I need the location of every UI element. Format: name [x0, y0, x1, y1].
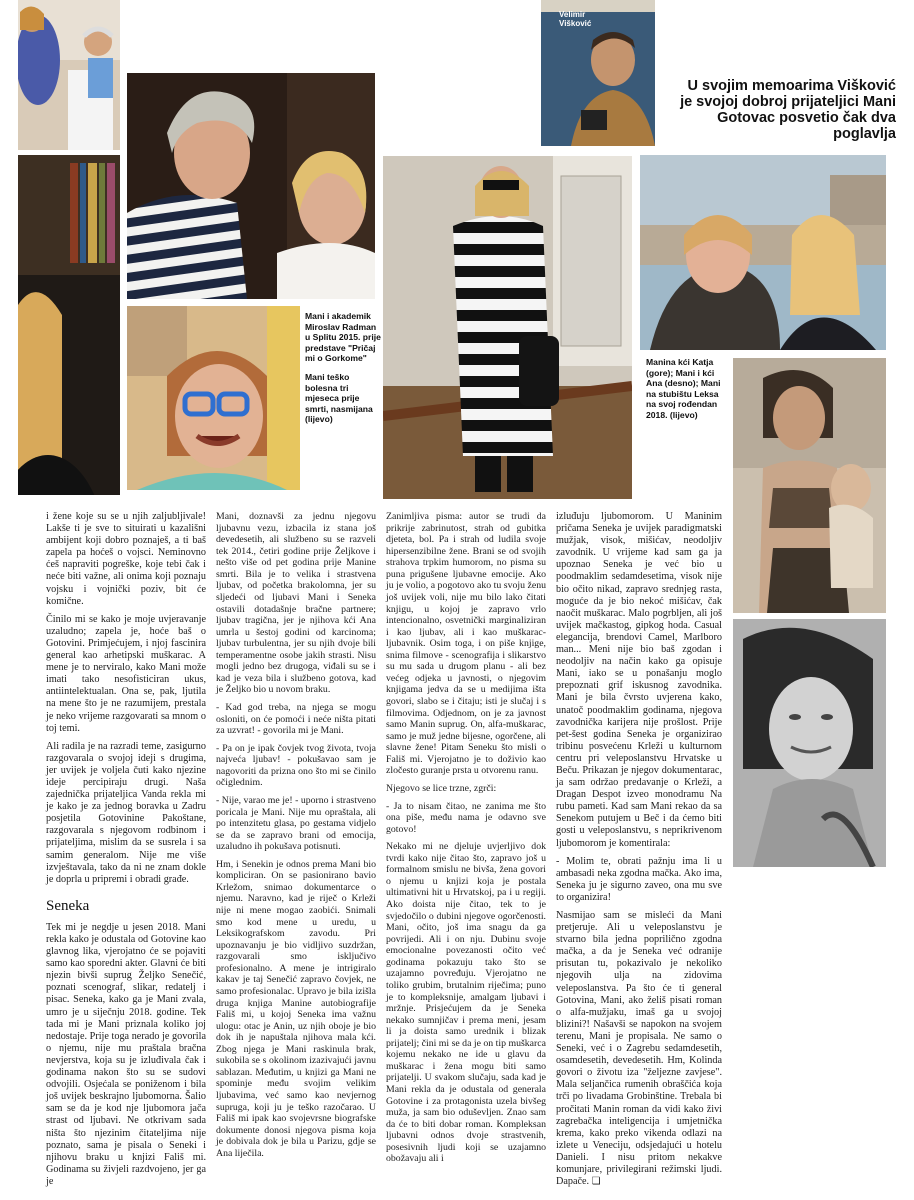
- paragraph: Činilo mi se kako je moje uvjeravanje uzaludno; zapela je, hoće baš o Gotovini. Primjećujem, i njoj fascinira general kao arhetipski muškarac. A mene je to nerviralo, kako Mani može imati tako nesofisticiran ukus, antiintelektualan. Ona se, pak, ljutila na mene što je ne razumijem, prestala je neko vrijeme razgovarati sa mnom o toj temi.: [46, 613, 206, 734]
- paragraph: - Kad god treba, na njega se mogu osloniti, on će pomoći i neće ništa pitati za uzvrat! - govorila mi je Mani.: [216, 702, 376, 737]
- photo-woman-with-baby-sepia: [733, 358, 886, 613]
- paragraph: - Ja to nisam čitao, ne zanima me što ona piše, među nama je odavno sve gotovo!: [386, 800, 546, 835]
- caption-family: [646, 357, 730, 429]
- paragraph: - Nije, varao me je! - uporno i strastveno poricala je Mani. Nije mu opraštala, ali po intenzitetu glasa, po gestama vidjelo se da se zapravo brani od emocija, uzaludno ih pokušava potisnuti.: [216, 794, 376, 853]
- paragraph: Nasmijao sam se mislеći da Mani pretjeruje. Ali u veleposlanstvu je stvarno bila jedna popriličnо zgodna mačka, a da je Seneka već odranije prisutan tu, pokazivalo je nekoliko njegovih ulja na zidovima veleposlanstva. Pa što će ti general Gotovina, Mani, ako želiš pisati roman o alfa-mužjaku, imaš ga u svojoj blizini?! Našavši se napokon na svojem terenu, Mani je propisala. Ne samo o Seneki, već i o Zagrebu sedamdesetih, osamdesetih, devedesetih. Hm, Kolinda govori o životu iza "željezne zavjese". Mala seljančica rumenih obraščića koja trči po livadama Grobinštine. Trebala bi pročitati Manin roman da vidi kako živi zagrebačka inteligencija i umjetnička krema, kako preko vikenda odlazi na izlete u Veneciju, odsjedajući u hotelu Danieli. I nisu pritom nekakve komunjare, privilegirani režimski ljudi. Dapače. ❏: [556, 910, 722, 1188]
- paragraph: izluđuju ljubomorom. U Maninim pričama Seneka je uvijek paradigmatski mužjak, visok, mišićav, neodoljiv zavodnik. U vrijeme kad sam ga ja upoznao Seneka je već bio u poodmaklim sedamdesetima, visok nije bio očito nikad, zapravo srednjeg rasta, moguće da je bio nekoć mišićav, čak naočit muškarac. Malo pogrbljen, ali još uvijek mačkastog, gipkog hoda. Casual elegancija, brendovi Camel, Marlboro man... Meni nije bio baš zgodan i neodoljiv na način kako ga opisuje Mani, iako se u ponašanju moglo prepoznati grif iskusnog zavodnika. Mani je bila čvrsto uvjerena kako, unatoč poodmaklim godinama, njegova zavodnička karijera nije prošlost. Prije pet-šest godina Seneka je organizirao tribinu posvećenu Krleži u kulturnom centru pri veleposlanstvu Hrvatske u Beču. Prikazan je njegov dokumentarac, ja sam održao predavanje o Krleži, a Dragan Despot izveo monodramu Na rubu pameti. Kad sam Mani rekao da sa Senekom putujem u Beč i da ćemo biti gosti u veleposlanstvu, s neprikrivenom ljubomorom je komentirala:: [556, 511, 722, 849]
- text-column-2: [216, 511, 376, 1165]
- paragraph: Njegovo se lice trzne, zgrči:: [386, 782, 497, 794]
- paragraph: i žene koje su se u njih zaljubljivale! Lakše ti je sve to situirati u kazališni ambijent koji dobro poznaješ, a ti baš zapela pa hoćeš o vojsci. Neminovno ćeš napraviti pogreške, koje tebi čak i neće biti važne, ali onima koji poznaju vojsku i vojnički poziv, bit će komične.: [46, 511, 206, 607]
- paragraph: - Molim te, obrati pažnju ima li u ambasadi neka zgodna mačka. Ako ima, Seneka ju je sigurno zaveo, ona mu sve to organizira!: [556, 855, 722, 903]
- photo-bookshelf-left: [18, 155, 120, 495]
- section-subheading: Seneka: [46, 897, 90, 914]
- book-cover: [541, 0, 655, 146]
- photo-mother-and-daughter-outdoors: [640, 155, 886, 350]
- caption-radman: Mani i akademik Miroslav Radman u Splitu 2015. prije predstave "Pričaj mi o Gorkome": [305, 311, 381, 364]
- book-author-first: Velimir: [559, 10, 586, 19]
- paragraph: - Pa on je ipak čovjek tvog života, tvoja najveća ljubav! - pokušavao sam je nagovoriti da prizna ono što mi se činilo očiglednim.: [216, 742, 376, 789]
- paragraph: Nekako mi ne djeluje uvjerljivo dok tvrdi kako nije čitao što, zapravo još u formalnom smislu ne bivša, žena govori o njemu u knjizi koja je postala ultimativni hit u Hrvatskoj, pa i u regiji. Ako doista nije čitao, tek to je svjedočilo o dubini njegove ogorčenosti. Mani, očito, još ima snagu da ga povrijedi. Ali i on nju. Dubinu svoje emocionalne povezanosti očito već godinama pokazuju tako što se uzajamno povređuju. Vjerojatno ne toliko grubim, brutalnim riječima; puno je to kompleksnije, amalgam ljubavi i mržnje. Prisjećujem da je Seneka nekako sumnjičav i prema meni, jesam li ja doista samo urednik i blizak prijatelj; čini mi se da je on tip muškarca kojemu nekako ne ide u glavu da muškarac i žena mogu biti samo prijatelji. U svakom slučaju, sada kad je Mani rekla da je odustala od generala Gotovine i za protagonista uzela bivšeg muža, ja sam bio oduševljen. Znao sam da će to biti dobar roman. Kompleksan ljubavni odnos dvoje strastvenih, posesivnih ljudi koji se uzajamno obožavaju ali i: [386, 841, 546, 1165]
- text-column-1: [46, 511, 206, 1194]
- photo-couple-top-left: [18, 0, 120, 150]
- paragraph: Hm, i Senekin je odnos prema Mani bio kompliciran. On se pasionirano bavio Krležom, snimao dokumentarce o njemu. Naravno, kad je riječ o Krleži nije ni mene mogao zaobići. Snimali smo kod mene u uredu, u Leksikografskom zavodu. Pri upoznavanju je bio vidljivo suzdržan, razgovarali smo isključivo profesionalno. A mene je intrigiralo kakav je taj Senečić zapravo čovjek, ne samo profesionalac. Upravo je bila izišla druga knjiga Manine autobiografije Fališ mi, u kojoj Seneka ima važnu ulogu: otac je Anin, uz njih oboje je bio dok ih je napuštala njihova mala kći. Zbog njega je Mani raskinula brak, sukobila se s okolinom izazivajući javnu sablazan. Međutim, u knjizi ga Mani ne spominje među svojim velikim ljubavima, već samo kao nevjernog supruga, koji ju je teško razočarao. U Fališ mi ipak kao svojevrsne biografske dokumente donosi njegova pisma koja je dobivala dok je bila u Parizu, gdje se Ana liječila.: [216, 858, 376, 1159]
- article-headline: U svojim memoarima Višković je svojoj dobroj prijateljici Mani Gotovac posvetio čak dva poglavlja: [680, 78, 896, 142]
- photo-woman-blue-glasses: [127, 306, 300, 490]
- paragraph: Ali radila je na razradi teme, zasigurno razgovarala o svojoj ideji s drugima, jer uvijek je voljela čuti kako njezine ideje percipiraju drugi. Naša zajednička prijateljica Vanda rekla mi je kako je za jednog boravka u Zadru posjetila Gotovinine Pakoštane, razgovarala s njegovom rodbinom i prijateljima, mislim da se susrela i sa samim generalom. Nije me više izvještavala, tako da ni ne znam dokle je doprla u pripremi i obradi građe.: [46, 740, 206, 885]
- paragraph: Mani, doznavši za jednu njegovu ljubavnu vezu, izbacila iz stana još devedesetih, ali službeno su se razveli tek 2014., četiri godine prije Željkove i nešto više od pet godina prije Manine smrti. Bila je to velika i strastvena ljubav, od početka brakolomna, jer su sljedeći od ljubavi Mani i Seneka ostavili dotadašnje bračne partnere; ljubav tragična, jer je njihova kći Ana umrla u šestoj godini od karcinoma; ljubav turbulentna, jer su njih dvoje bili temperamentne osobe jakih strasti. Nisu mogli jedno bez drugoga, viđali su se i kad je veza bila i službeno gotova, kad je Željko bio u novom braku.: [216, 511, 376, 696]
- book-author-last: Višković: [559, 19, 592, 28]
- photo-woman-on-stairs: [383, 156, 632, 499]
- paragraph: Zanimljiva pisma: autor se trudi da prikrije zabrinutost, strah od gubitka djeteta, bol. Pa i strah od ludila svoje hipersenzibilne žene. Brani se od svojih strahova trpkim humorom, no pisma su puna prigušene ljubavne emocije. Ako ju je volio, a pogotovo ako tu svoju ženu još uvijek voli, nije mu bilo lako čitati knjigu, u kojoj je zapravo vrlo intencionalno, osvetnički marginaliziran i kao ljubav, ali i kao muškarac-ljubavnik. Osim toga, i on piše knjige, snima filmove - scenografija i slikarstvo su mu sada u drugom planu - ali bez većeg odjeka u javnosti, o njegovim knjigama jedva da se u medijima išta govori, slabo se i čitaju; isti je slučaj i s filmovima. Odjednom, on je za javnost samo Manin suprug. On, alfa-muškarac, samo je muž jedne bijesne, ogorčene, ali slavne žene! Pitam Seneku što misli o Fališ mi. Vjerojatno je to doživio kao zločesto guranje prsta u otvorenu ranu.: [386, 511, 546, 777]
- paragraph: Tek mi je negdje u jesen 2018. Mani rekla kako je odustala od Gotovine kao glavnog lika, vjerojatno će se pojaviti samo kao sporedni akter. Glavni će biti njezin bivši suprug Željko Senečić, poznati scenograf, slikar, redatelj i pisac. Seneka, kako ga je Mani zvala, umro je u siječnju 2018. godine. Tek tada mi je Mani priznala koliko joj nedostaje. Prije toga nerado je govorila o njemu, nije mu praštala bračna nevjerstva, koja su je izluđivala čak i godinama nakon što su se sudovi odvojili. Osjećala se poniženom i bila još uvijek beskrajno ljubomorna. Šalio sam se da je kod nje ljubomora jača strast od ljubavi. Ne otkrivam sada ništa što njezinim čitateljima nije poznato, sama je pisala o Seneki i njihovu braku u knjizi Fališ mi. Godinama su živjeli razdvojeno, jer ga je: [46, 921, 206, 1187]
- caption-ill: Mani teško bolesna tri mjeseca prije smrti, nasmijana (lijevo): [305, 371, 373, 425]
- caption-radman-and-ill: [305, 311, 383, 433]
- text-column-4: [556, 511, 722, 1194]
- photo-striped-man-and-woman: [127, 73, 375, 299]
- caption-family-text: Manina kći Katja (gore); Mani i kći Ana (desno); Mani na stubištu Leksa na svoj rođendan 2018. (lijevo): [646, 357, 721, 420]
- photo-woman-black-and-white: [733, 619, 886, 867]
- text-column-3: [386, 511, 546, 1171]
- book-author: [559, 10, 639, 28]
